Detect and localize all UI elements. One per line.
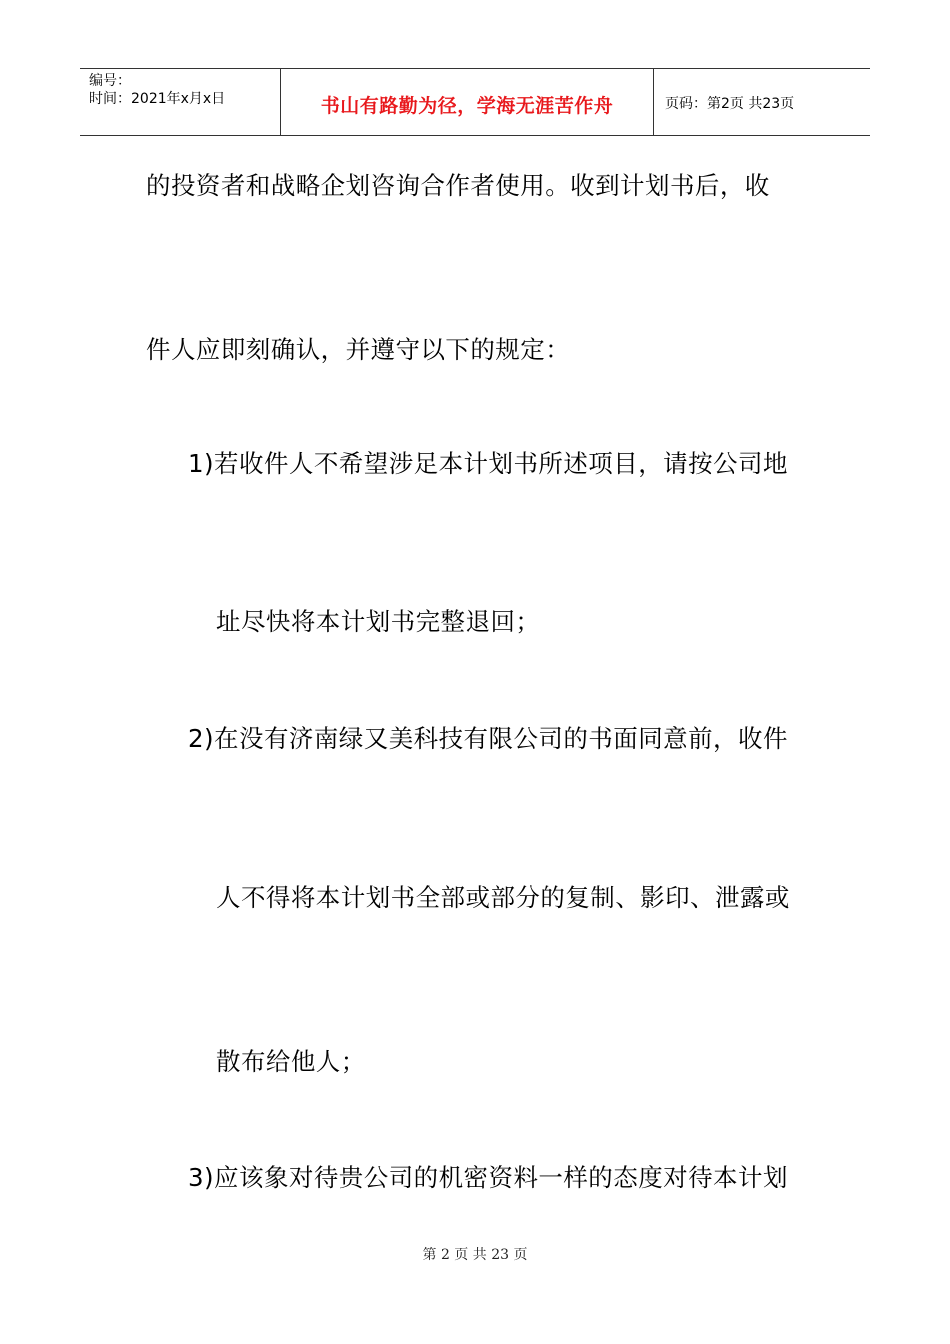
- page-footer: 第 2 页 共 23 页: [422, 1247, 528, 1263]
- header-motto: 书山有路勤为径，学海无涯苦作舟: [320, 94, 614, 117]
- body-text-line: 的投资者和战略企划咨询合作者使用。收到计划书后，收: [146, 171, 770, 200]
- header-meta-cell: [80, 69, 281, 135]
- body-text-line: 1)若收件人不希望涉足本计划书所述项目，请按公司地: [188, 449, 788, 478]
- document-number-label: 编号：: [89, 73, 131, 89]
- body-text-line: 2)在没有济南绿又美科技有限公司的书面同意前，收件: [188, 724, 788, 753]
- document-header: [80, 68, 870, 136]
- body-text-line: 件人应即刻确认，并遵守以下的规定：: [146, 335, 571, 364]
- body-text-line: 址尽快将本计划书完整退回；: [216, 607, 541, 636]
- header-page-info: 页码：第2页 共23页: [665, 96, 795, 112]
- document-time-label: 时间：2021年x月x日: [89, 91, 226, 107]
- header-motto-cell: [281, 69, 654, 135]
- header-page-cell: [654, 69, 870, 135]
- body-text-line: 3)应该象对待贵公司的机密资料一样的态度对待本计划: [188, 1163, 788, 1192]
- body-text-line: 人不得将本计划书全部或部分的复制、影印、泄露或: [216, 883, 790, 912]
- body-text-line: 散布给他人；: [216, 1047, 366, 1076]
